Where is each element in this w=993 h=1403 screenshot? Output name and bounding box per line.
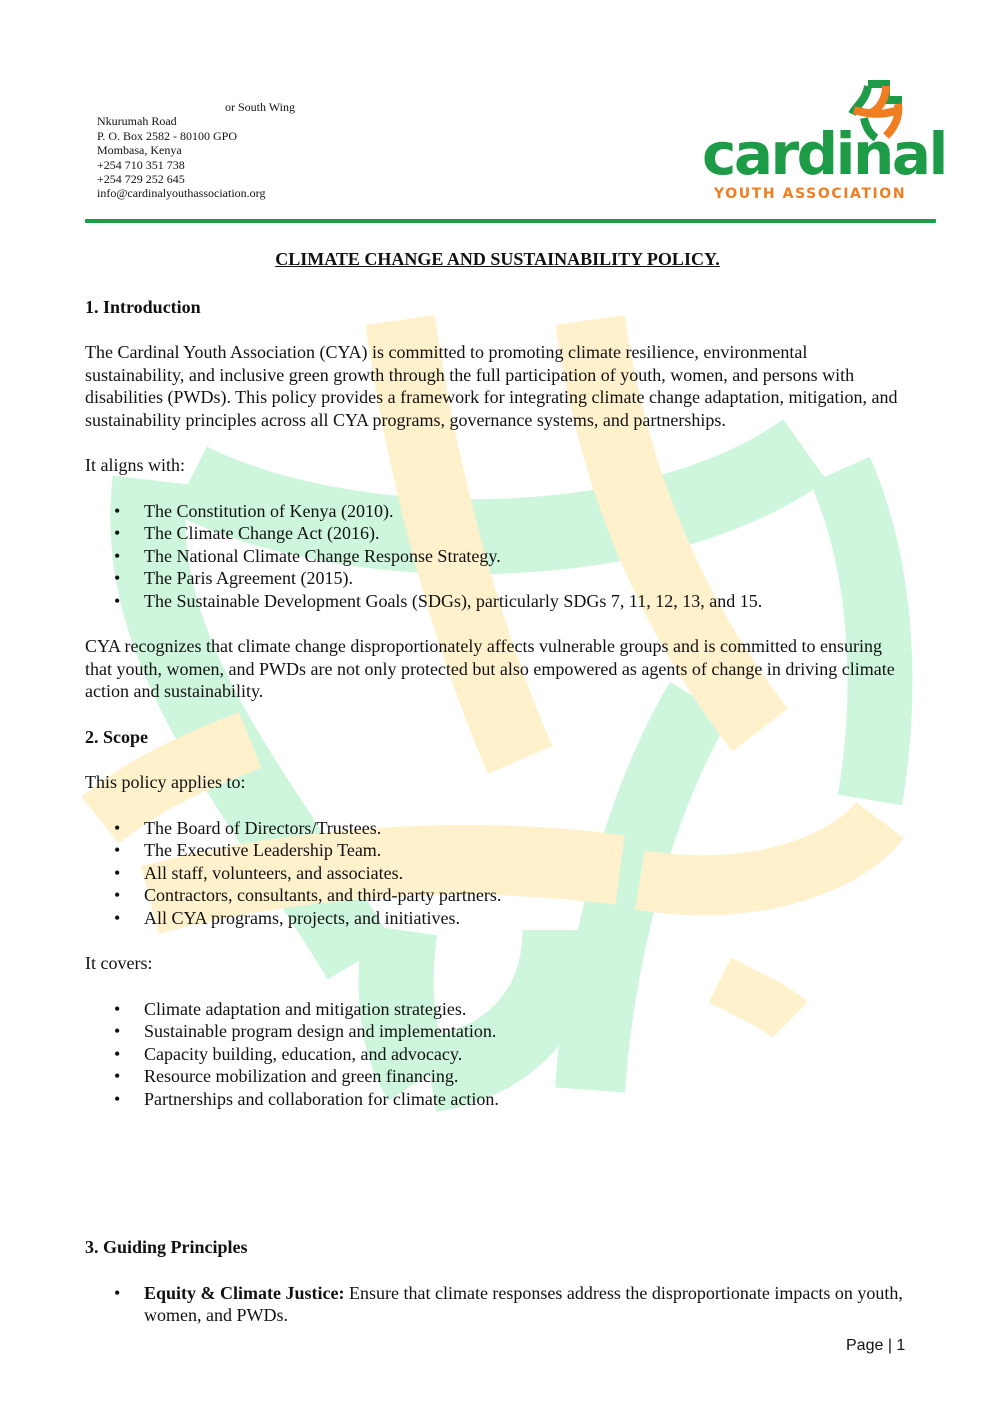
section-heading-principles: 3. Guiding Principles bbox=[85, 1237, 248, 1257]
list-item: • The Executive Leadership Team. bbox=[85, 839, 910, 862]
logo-subtitle: YOUTH ASSOCIATION bbox=[714, 186, 907, 202]
logo-wordmark: cardinal bbox=[702, 120, 946, 188]
letterhead-address bbox=[97, 100, 295, 201]
list-item: • All CYA programs, projects, and initiatives. bbox=[85, 907, 910, 930]
list-item: • The Board of Directors/Trustees. bbox=[85, 817, 910, 840]
address-line: or South Wing bbox=[225, 100, 295, 114]
section-heading-introduction: 1. Introduction bbox=[85, 296, 201, 317]
principle-text: Ensure that climate responses address the disproportionate impacts on youth, women, and PWDs. bbox=[144, 1282, 903, 1325]
covers-list bbox=[85, 998, 910, 1111]
header-divider bbox=[85, 219, 936, 223]
address-line: Mombasa, Kenya bbox=[97, 143, 182, 158]
list-item: • The Climate Change Act (2016). bbox=[85, 522, 910, 545]
list-item: • All staff, volunteers, and associates. bbox=[85, 862, 910, 885]
principles-list bbox=[85, 1282, 910, 1327]
phone-line: +254 729 252 645 bbox=[97, 172, 185, 187]
aligns-list bbox=[85, 500, 910, 613]
list-item: • The National Climate Change Response Strategy. bbox=[85, 545, 910, 568]
list-item: • The Constitution of Kenya (2010). bbox=[85, 500, 910, 523]
list-item: • Climate adaptation and mitigation strategies. bbox=[85, 998, 910, 1021]
list-item: • Resource mobilization and green financing. bbox=[85, 1065, 910, 1088]
list-item: • Capacity building, education, and advocacy. bbox=[85, 1043, 910, 1066]
list-item: • Partnerships and collaboration for climate action. bbox=[85, 1088, 910, 1111]
address-line: P. O. Box 2582 - 80100 GPO bbox=[97, 128, 238, 143]
page-spacer bbox=[85, 1133, 910, 1236]
email-line: info@cardinalyouthassociation.org bbox=[97, 186, 266, 201]
principle-term: Equity & Climate Justice: bbox=[144, 1282, 345, 1303]
list-item: • The Sustainable Development Goals (SDGs), particularly SDGs 7, 11, 12, 13, and 15. bbox=[85, 590, 910, 613]
applies-list bbox=[85, 817, 910, 930]
list-item: • Contractors, consultants, and third-party partners. bbox=[85, 884, 910, 907]
organization-logo bbox=[700, 80, 946, 206]
intro-paragraph: CYA recognizes that climate change disproportionately affects vulnerable groups and is committed to ensuring that youth, women, and PWDs are not only protected but also empowered as agents of change in driving climate action and sustainability. bbox=[85, 636, 895, 701]
covers-label: It covers: bbox=[85, 953, 153, 973]
aligns-label: It aligns with: bbox=[85, 455, 185, 475]
document-body bbox=[85, 248, 910, 1350]
address-line: Nkurumah Road bbox=[97, 114, 177, 129]
phone-line: +254 710 351 738 bbox=[97, 157, 185, 172]
list-item bbox=[85, 1282, 910, 1327]
document-title: CLIMATE CHANGE AND SUSTAINABILITY POLICY. bbox=[275, 249, 720, 269]
applies-label: This policy applies to: bbox=[85, 772, 246, 792]
section-heading-scope: 2. Scope bbox=[85, 726, 148, 747]
list-item: • The Paris Agreement (2015). bbox=[85, 567, 910, 590]
intro-paragraph: The Cardinal Youth Association (CYA) is committed to promoting climate resilience, environmental sustainability, and inclusive green growth through the full participation of youth, women, and persons with disabilities (PWDs). This policy provides a framework for integrating climate change adaptation, mitigation, and sustainability principles across all CYA programs, governance systems, and partnerships. bbox=[85, 342, 898, 430]
list-item: • Sustainable program design and implementation. bbox=[85, 1020, 910, 1043]
page-number: Page | 1 bbox=[846, 1337, 906, 1354]
